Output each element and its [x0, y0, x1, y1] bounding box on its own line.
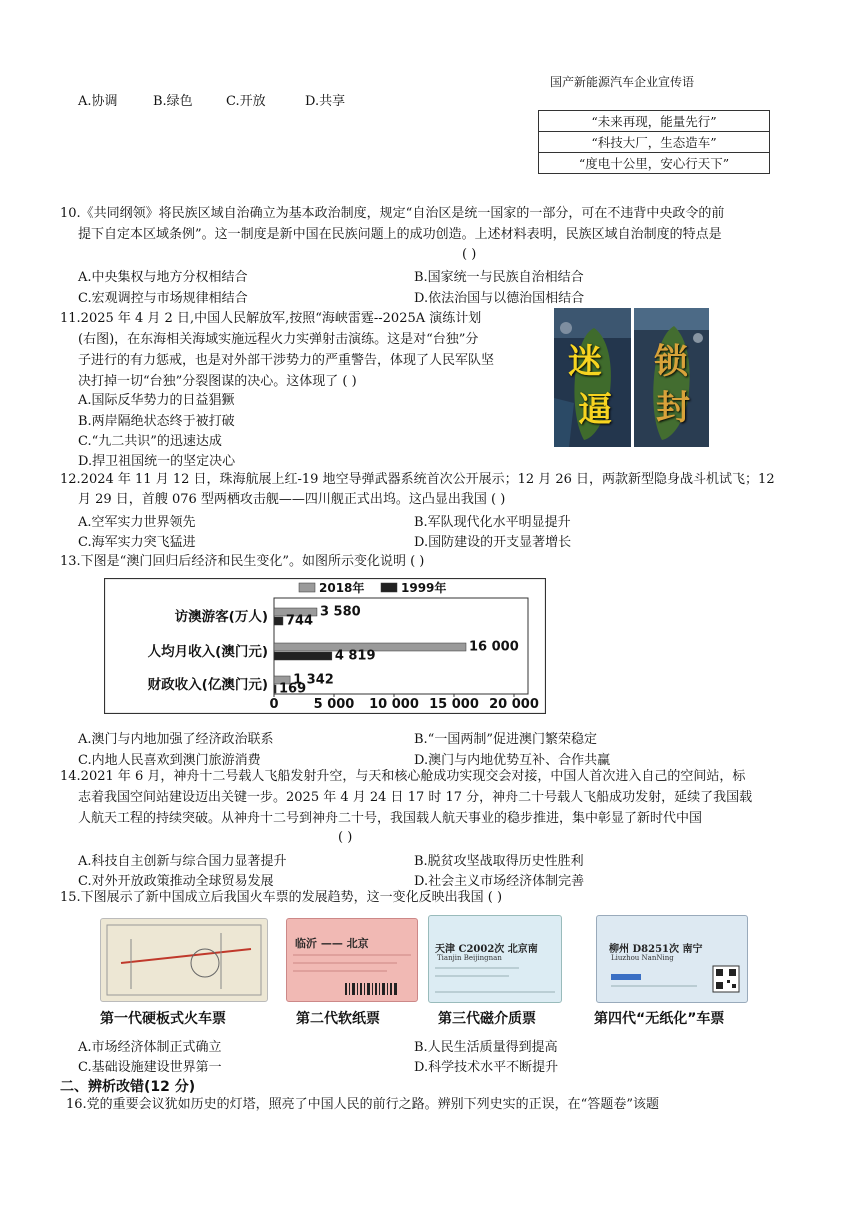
- slogan-table-title: 国产新能源汽车企业宣传语: [550, 75, 695, 89]
- q10-option-c: C.宏观调控与市场规律相结合: [78, 291, 248, 306]
- q15-option-c: C.基础设施建设世界第一: [78, 1060, 222, 1075]
- macau-chart-svg: [104, 578, 546, 714]
- macau-chart: [104, 578, 546, 714]
- q14-option-b: B.脱贫攻坚战取得历史性胜利: [414, 854, 584, 869]
- q14-line1: 14.2021 年 6 月，神舟十二号载人飞船发射升空，与天和核心舱成功实现交会对接，中国人首次进入自己的空间站，标: [60, 769, 746, 784]
- q11-line3: 子进行的有力惩戒，也是对外部干涉势力的严重警告，体现了人民军队坚: [78, 353, 495, 368]
- q12-option-b: B.军队现代化水平明显提升: [414, 515, 571, 530]
- q10-line1: 10.《共同纲领》将民族区域自治确立为基本政治制度，规定“自治区是统一国家的一部分，可在不违背中央政令的前: [60, 206, 725, 221]
- q14-line2: 志着我国空间站建设迈出关键一步。2025 年 4 月 24 日 17 时 17 分，神舟二十号载人飞船成功发射，延续了我国载: [78, 790, 753, 805]
- q10-option-d: D.依法治国与以德治国相结合: [414, 291, 585, 306]
- ticket-gen2: [286, 918, 418, 1002]
- q12-option-d: D.国防建设的开支显著增长: [414, 535, 572, 550]
- bar-1999: [274, 685, 276, 693]
- slogan-cell: “科技大厂，生态造车”: [539, 132, 770, 153]
- legend-label: 2018年: [319, 581, 365, 595]
- q9-option-d: D.共享: [305, 94, 346, 109]
- q9-option-a: A.协调: [78, 94, 118, 109]
- slogan-table: [538, 110, 770, 174]
- q15-option-a: A.市场经济体制正式确立: [78, 1040, 222, 1055]
- ticket4-sub: Liuzhou NanNing: [611, 954, 674, 962]
- exercise-map-left: [554, 308, 631, 447]
- ticket2-route: 临沂 —— 北京: [295, 937, 369, 950]
- q13-option-a: A.澳门与内地加强了经济政治联系: [78, 732, 274, 747]
- ticket3-route: 天津 C2002次 北京南: [435, 944, 538, 955]
- q14-line3: 人航天工程的持续突破。从神舟十二号到神舟二十号，我国载人航天事业的稳步推进，集中彰显了新时代中国: [78, 811, 703, 826]
- q14-option-c: C.对外开放政策推动全球贸易发展: [78, 874, 274, 889]
- ticket-caption: 第三代磁介质票: [438, 1011, 536, 1027]
- q15-line1: 15.下图展示了新中国成立后我国火车票的发展趋势，这一变化反映出我国 ( ): [60, 890, 503, 905]
- slogan-cell: “未来再现，能量先行”: [539, 111, 770, 132]
- bar-1999: [274, 617, 283, 625]
- q14-bracket: ( ): [338, 830, 353, 845]
- q12-line2: 月 29 日，首艘 076 型两栖攻击舰——四川舰正式出坞。这凸显出我国 ( ): [78, 492, 506, 507]
- ticket-gen3: [428, 915, 562, 1003]
- slogan-cell: “度电十公里，安心行天下”: [539, 153, 770, 174]
- q16-line1: 16.党的重要会议犹如历史的灯塔，照亮了中国人民的前行之路。辨别下列史实的正误，在“答题卷”该题: [66, 1097, 659, 1112]
- q10-option-b: B.国家统一与民族自治相结合: [414, 270, 584, 285]
- q9-option-c: C.开放: [226, 94, 266, 109]
- q14-option-d: D.社会主义市场经济体制完善: [414, 874, 585, 889]
- ticket-caption: 第一代硬板式火车票: [100, 1011, 226, 1027]
- q11-line1: 11.2025 年 4 月 2 日,中国人民解放军,按照“海峡雷霆--2025A 演练计划: [60, 311, 482, 326]
- q12-line1: 12.2024 年 11 月 12 日，珠海航展上红-19 地空导弹武器系统首次公开展示；12 月 26 日，两款新型隐身战斗机试飞；12: [60, 472, 775, 487]
- x-tick-label: 5 000: [313, 697, 355, 712]
- legend-label: 1999年: [401, 581, 447, 595]
- ticket4-route: 柳州 D8251次 南宁: [609, 944, 703, 955]
- map-char: 锁: [654, 342, 688, 382]
- ticket-caption: 第四代“无纸化”车票: [594, 1011, 725, 1027]
- legend-swatch: [381, 583, 397, 592]
- map-char: 封: [656, 388, 690, 428]
- category-label: 财政收入(亿澳门元): [147, 677, 268, 693]
- x-tick-label: 10 000: [369, 697, 419, 712]
- x-tick-label: 20 000: [489, 697, 539, 712]
- q12-option-a: A.空军实力世界领先: [78, 515, 196, 530]
- bar-value-label: 1 342: [293, 672, 334, 688]
- q13-line1: 13.下图是“澳门回归后经济和民生变化”。如图所示变化说明 ( ): [60, 554, 425, 569]
- q10-option-a: A.中央集权与地方分权相结合: [78, 270, 248, 285]
- q11-option-b: B.两岸隔绝状态终于被打破: [78, 414, 235, 429]
- category-label: 人均月收入(澳门元): [147, 644, 268, 660]
- bar-value-label: 16 000: [469, 639, 519, 655]
- q15-option-b: B.人民生活质量得到提高: [414, 1040, 558, 1055]
- exercise-map-right: [634, 308, 709, 447]
- q11-option-d: D.捍卫祖国统一的坚定决心: [78, 454, 236, 469]
- q13-option-b: B.“一国两制”促进澳门繁荣稳定: [414, 732, 597, 747]
- x-tick-label: 0: [269, 697, 279, 712]
- x-tick-label: 15 000: [429, 697, 479, 712]
- map-char: 逼: [578, 390, 612, 430]
- ticket-gen4: [596, 915, 748, 1003]
- category-label: 访澳游客(万人): [174, 609, 268, 625]
- map-char: 迷: [568, 342, 602, 382]
- q12-option-c: C.海军实力突飞猛进: [78, 535, 196, 550]
- bar-value-label: 3 580: [319, 604, 361, 620]
- ticket-caption: 第二代软纸票: [296, 1011, 380, 1027]
- q13-option-d: D.澳门与内地优势互补、合作共赢: [414, 753, 611, 768]
- q10-bracket: ( ): [462, 247, 477, 262]
- ticket-gen1: [100, 918, 268, 1002]
- q11-option-a: A.国际反华势力的日益猖獗: [78, 393, 235, 408]
- q10-line2: 提下自定本区域条例”。这一制度是新中国在民族问题上的成功创造。上述材料表明，民族区域自治制度的特点是: [78, 227, 722, 242]
- q11-line4: 决打掉一切“台独”分裂图谋的决心。这体现了 ( ): [78, 374, 357, 389]
- q13-option-c: C.内地人民喜欢到澳门旅游消费: [78, 753, 261, 768]
- q15-option-d: D.科学技术水平不断提升: [414, 1060, 559, 1075]
- bar-value-label: 4 819: [334, 648, 376, 664]
- legend-swatch: [299, 583, 315, 592]
- q11-option-c: C.“九二共识”的迅速达成: [78, 434, 222, 449]
- bar-value-label: 744: [285, 613, 314, 629]
- section-title: 二、辨析改错(12 分): [60, 1079, 196, 1095]
- ticket3-sub: Tianjin Beijingnan: [437, 954, 502, 962]
- q14-option-a: A.科技自主创新与综合国力显著提升: [78, 854, 287, 869]
- bar-1999: [274, 652, 332, 660]
- q9-option-b: B.绿色: [153, 94, 193, 109]
- q11-line2: (右图)，在东海相关海域实施远程火力实弹射击演练。这是对“台独”分: [78, 332, 479, 347]
- bar-value-label: 169: [279, 681, 307, 697]
